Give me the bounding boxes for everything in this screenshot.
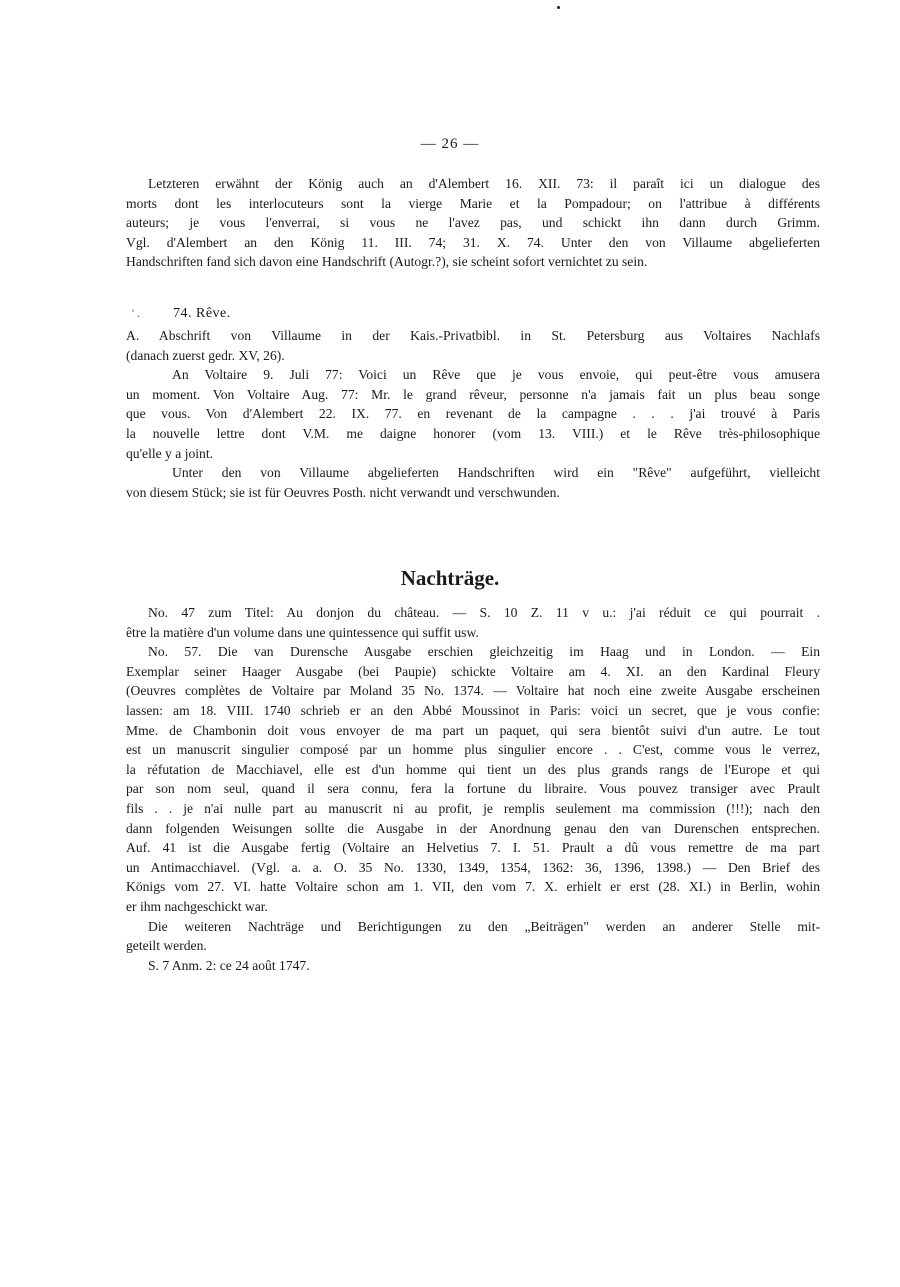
printer-speck	[557, 6, 560, 9]
text-line: A. Abschrift von Villaume in der Kais.-Privatbibl. in St. Petersburg aus Voltaires Nachlafs	[126, 328, 820, 343]
text-line: von diesem Stück; sie ist für Oeuvres Posth. nicht verwandt und verschwunden.	[126, 484, 560, 500]
text-line: (danach zuerst gedr. XV, 26).	[126, 347, 285, 363]
text-line: Auf. 41 ist die Ausgabe fertig (Voltaire an Helvetius 7. I. 51. Prault a dû vous remettre de ma part	[126, 840, 820, 856]
text-line: No. 57. Die van Durensche Ausgabe erschien gleichzeitig im Haag und in London. — Ein	[148, 644, 820, 660]
text-line: que vous. Von d'Alembert 22. IX. 77. en revenant de la campagne . . . j'ai trouvé à Paris	[126, 406, 820, 422]
paragraph-letzteren	[126, 174, 820, 272]
text-line: par son nom seul, quand il sera connu, fera la fortune du libraire. Vous pouvez transiger avec Prault	[126, 781, 820, 797]
text-line: No. 47 zum Titel: Au donjon du château. — S. 10 Z. 11 v u.: j'ai réduit ce qui pourrait .	[148, 605, 820, 620]
section-heading: Nachträge.	[400, 566, 500, 590]
margin-mark: ' .	[132, 306, 141, 320]
text-line: la réfutation de Macchiavel, elle est d'un homme qui tient un des plus grands rangs de l'Europe et qui	[126, 761, 820, 777]
text-line: morts dont les interlocuteurs sont la vierge Marie et la Pompadour; on l'attribue à différents	[126, 195, 820, 211]
text-line: Die weiteren Nachträge und Berichtigungen zu den „Beiträgen" werden an anderer Stelle mit-	[148, 918, 820, 934]
text-line: Letzteren erwähnt der König auch an d'Alembert 16. XII. 73: il paraît ici un dialogue des	[148, 176, 820, 191]
text-line: est un manuscrit singulier composé par un homme plus singulier encore . . C'est, comme vous le verrez,	[126, 742, 820, 758]
text-line: Königs vom 27. VI. hatte Voltaire schon am 1. VII, den vom 7. X. erhielt er erst (28. XI.) in Berlin, wohin	[126, 879, 820, 895]
text-line: qu'elle y a joint.	[126, 445, 214, 461]
text-line: Unter den von Villaume abgelieferten Handschriften wird ein "Rêve" aufgeführt, vielleicht	[172, 465, 820, 481]
text-line: An Voltaire 9. Juli 77: Voici un Rêve que je vous envoie, qui peut-être vous amusera	[172, 367, 820, 383]
text-line: Vgl. d'Alembert an den König 11. III. 74; 31. X. 74. Unter den von Villaume abgelieferten	[126, 234, 820, 250]
text-line: Mme. de Chambonin doit vous envoyer de ma part un paquet, qui sera bientôt suivi d'un autre. Le tout	[126, 722, 820, 738]
entry-74-body	[126, 326, 820, 502]
text-line: être la matière d'un volume dans une quintessence qui suffit usw.	[126, 624, 479, 640]
text-line: er ihm nachgeschickt war.	[126, 898, 268, 914]
text-line: un moment. Von Voltaire Aug. 77: Mr. le grand rêveur, personne n'a jamais fait un plus beau songe	[126, 386, 820, 402]
text-line: la nouvelle lettre dont V.M. me daigne honorer (vom 13. VIII.) et le Rêve très-philosophique	[126, 425, 820, 441]
text-line: (Oeuvres complètes de Voltaire par Moland 35 No. 1374. — Voltaire hat noch eine zweite Ausgabe erscheinen	[126, 683, 820, 699]
text-line: dann folgenden Weisungen sollte die Ausgabe in der Anordnung genau den van Durenschen entsprechen.	[126, 820, 820, 836]
nachtraege-body	[126, 603, 820, 975]
text-line: un Antimacchiavel. (Vgl. a. a. O. 35 No. 1330, 1349, 1354, 1362: 36, 1396, 1398.) — Den Brief des	[126, 859, 820, 875]
entry-title: 74. Rêve.	[173, 306, 231, 321]
text-line: geteilt werden.	[126, 938, 207, 954]
text-line: fils . . je n'ai nulle part au manuscrit ni au profit, je remplis seulement ma commission (!!!); nach den	[126, 800, 820, 816]
text-line: Exemplar seiner Haager Ausgabe (bei Paupie) schickte Voltaire am 4. XI. an den Kardinal Fleury	[126, 663, 820, 679]
text-line: auteurs; je vous l'enverrai, si vous ne l'avez pas, und schickt ihn dann durch Grimm.	[126, 215, 820, 231]
text-line: lassen: am 18. VIII. 1740 schrieb er an den Abbé Moussinot in Paris: voici un secret, que je vous confie:	[126, 702, 820, 718]
text-line: Handschriften fand sich davon eine Handschrift (Autogr.?), sie scheint sofort vernichtet zu sein.	[126, 254, 648, 270]
text-line: S. 7 Anm. 2: ce 24 août 1747.	[148, 957, 310, 973]
page-number: — 26 —	[420, 136, 480, 152]
